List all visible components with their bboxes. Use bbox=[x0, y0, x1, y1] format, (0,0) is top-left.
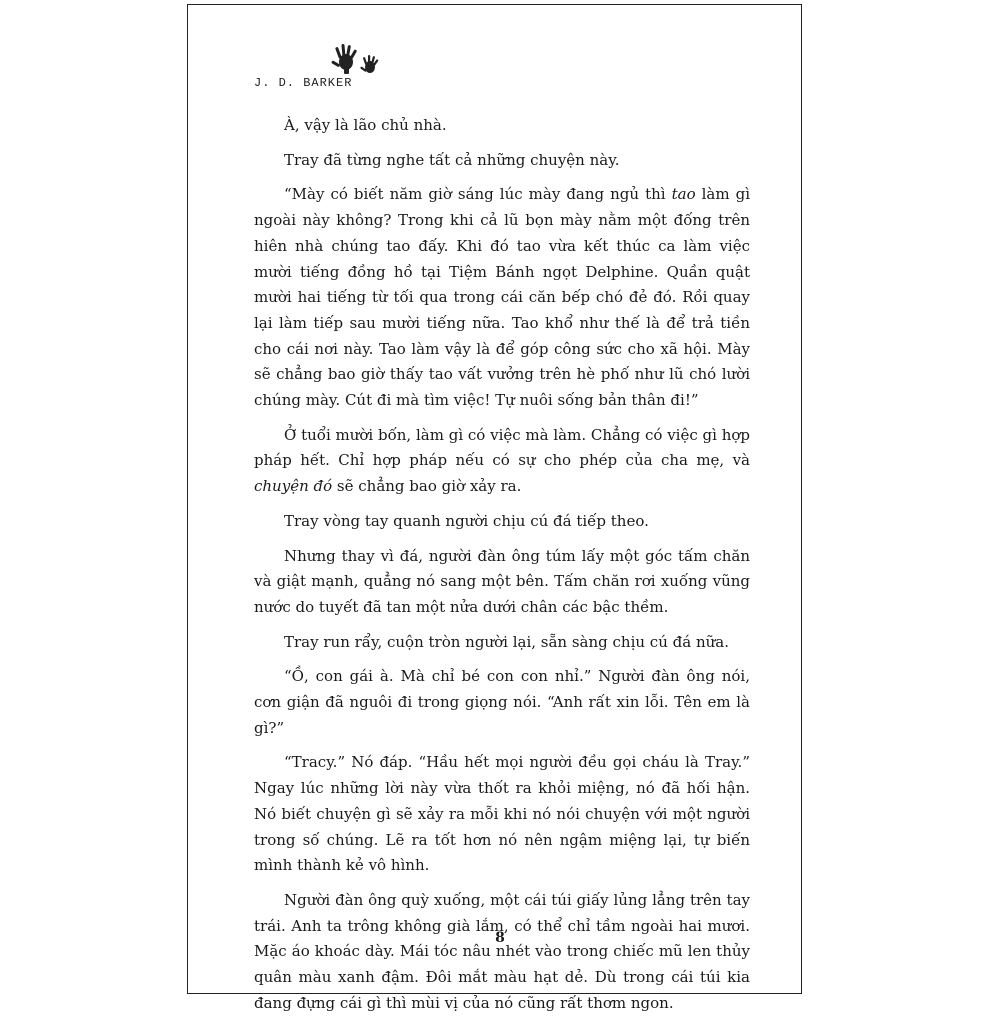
text-run: Tray run rẩy, cuộn tròn người lại, sẵn sàng chịu cú đá nữa. bbox=[284, 632, 729, 651]
running-header-author: J. D. BARKER bbox=[254, 76, 353, 90]
text-run: làm gì ngoài này không? Trong khi cả lũ bọn mày nằm một đống trên hiên nhà chúng tao đấy. Khi đó tao vừa kết thúc ca làm việc mười tiếng đồng hồ tại Tiệm Bánh ngọt Delphine. Quần quật mười hai tiếng từ tối qua trong cái căn bếp chó đẻ đó. Rồi quay lại làm tiếp sau mười tiếng nữa. Tao khổ như thế là để trả tiền cho cái nơi này. Tao làm vậy là để góp công sức cho xã hội. Mày sẽ chẳng bao giờ thấy tao vất vưởng trên hè phố như lũ chó lười chúng mày. Cút đi mà tìm việc! Tự nuôi sống bản thân đi!” bbox=[254, 185, 751, 410]
paragraph bbox=[254, 750, 750, 879]
text-run: sẽ chẳng bao giờ xảy ra. bbox=[332, 477, 522, 496]
paragraph bbox=[254, 182, 750, 413]
text-run: “Ồ, con gái à. Mà chỉ bé con con nhỉ.” Người đàn ông nói, cơn giận đã nguôi đi trong giọng nói. “Anh rất xin lỗi. Tên em là gì?” bbox=[254, 667, 750, 737]
italic-text: chuyện đó bbox=[254, 477, 333, 496]
text-run: Ở tuổi mười bốn, làm gì có việc mà làm. Chẳng có việc gì hợp pháp hết. Chỉ hợp pháp nếu có sự cho phép của cha mẹ, và bbox=[254, 425, 750, 470]
text-run: Tray đã từng nghe tất cả những chuyện này. bbox=[284, 150, 620, 169]
text-run: Tray vòng tay quanh người chịu cú đá tiếp theo. bbox=[284, 511, 649, 530]
page-number: 8 bbox=[495, 930, 505, 946]
paragraph bbox=[254, 148, 750, 174]
text-run: Người đàn ông quỳ xuống, một cái túi giấy lủng lẳng trên tay trái. Anh ta trông không già lắm, có thể chỉ tầm ngoài hai mươi. Mặc áo khoác dày. Mái tóc nâu nhét vào trong chiếc mũ len thủy quân màu xanh đậm. Đôi mắt màu hạt dẻ. Dù trong cái túi kia đang đựng cái gì thì mùi vị của nó cũng rất thơm ngon. bbox=[254, 890, 750, 1012]
handprints-icon bbox=[328, 42, 384, 78]
body-text bbox=[254, 113, 750, 1026]
paragraph bbox=[254, 509, 750, 535]
text-run: À, vậy là lão chủ nhà. bbox=[284, 116, 447, 134]
paragraph bbox=[254, 113, 750, 139]
paragraph bbox=[254, 664, 750, 741]
paragraph bbox=[254, 888, 750, 1017]
paragraph bbox=[254, 423, 750, 500]
text-run: Nhưng thay vì đá, người đàn ông túm lấy một góc tấm chăn và giật mạnh, quẳng nó sang một bên. Tấm chăn rơi xuống vũng nước do tuyết đã tan một nửa dưới chân các bậc thềm. bbox=[254, 546, 750, 616]
paragraph bbox=[254, 630, 750, 656]
paragraph bbox=[254, 544, 750, 621]
text-run: “Mày có biết năm giờ sáng lúc mày đang ngủ thì bbox=[284, 185, 672, 204]
text-run: “Tracy.” Nó đáp. “Hầu hết mọi người đều gọi cháu là Tray.” Ngay lúc những lời này vừa thốt ra khỏi miệng, nó đã hối hận. Nó biết chuyện gì sẽ xảy ra mỗi khi nó nói chuyện với một người trong số chúng. Lẽ ra tốt hơn nó nên ngậm miệng lại, tự biến mình thành kẻ vô hình. bbox=[254, 753, 750, 875]
italic-text: tao bbox=[671, 185, 696, 204]
